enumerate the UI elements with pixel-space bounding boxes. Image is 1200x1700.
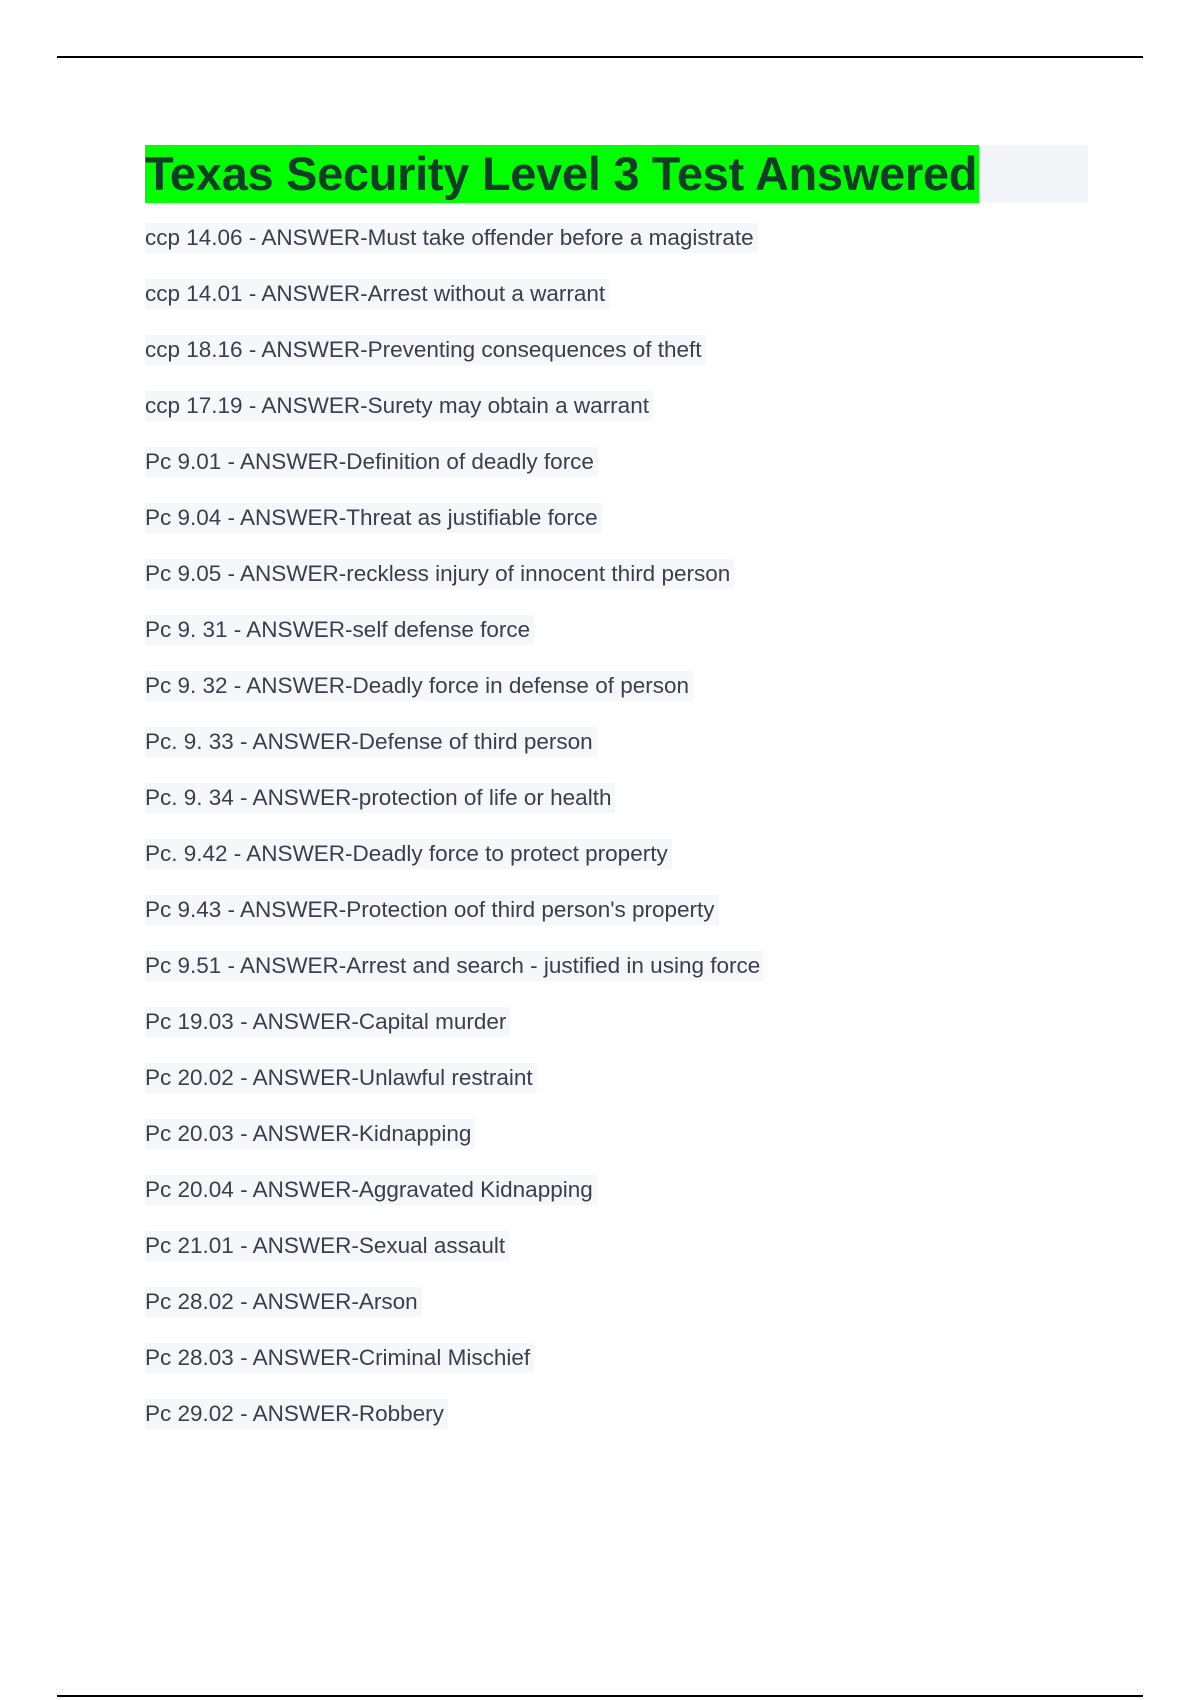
list-item — [145, 1119, 764, 1175]
list-item-text: ccp 14.01 - ANSWER-Arrest without a warrant — [145, 279, 609, 309]
list-item — [145, 951, 764, 1007]
list-item — [145, 1287, 764, 1343]
list-item — [145, 1231, 764, 1287]
list-item-text: Pc 20.04 - ANSWER-Aggravated Kidnapping — [145, 1175, 597, 1205]
list-item — [145, 391, 764, 447]
list-item — [145, 559, 764, 615]
list-item-text: Pc. 9.42 - ANSWER-Deadly force to protect property — [145, 839, 672, 869]
list-item-text: Pc 19.03 - ANSWER-Capital murder — [145, 1007, 510, 1037]
list-item-text: Pc. 9. 34 - ANSWER-protection of life or health — [145, 783, 615, 813]
list-item-text: Pc 9.04 - ANSWER-Threat as justifiable force — [145, 503, 602, 533]
list-item-text: Pc 20.02 - ANSWER-Unlawful restraint — [145, 1063, 537, 1093]
page-title: Texas Security Level 3 Test Answered — [145, 145, 979, 203]
list-item-text: Pc 28.03 - ANSWER-Criminal Mischief — [145, 1343, 534, 1373]
list-item-text: Pc. 9. 33 - ANSWER-Defense of third person — [145, 727, 597, 757]
list-item — [145, 1175, 764, 1231]
list-item-text: Pc 9.05 - ANSWER-reckless injury of innocent third person — [145, 559, 734, 589]
list-item — [145, 447, 764, 503]
list-item-text: Pc 9. 31 - ANSWER-self defense force — [145, 615, 534, 645]
list-item — [145, 279, 764, 335]
title-band — [145, 145, 1088, 203]
list-item — [145, 1063, 764, 1119]
list-item-text: Pc 29.02 - ANSWER-Robbery — [145, 1399, 448, 1429]
list-item — [145, 671, 764, 727]
list-item — [145, 839, 764, 895]
list-item-text: Pc 9.43 - ANSWER-Protection oof third person's property — [145, 895, 719, 925]
list-item-text: Pc 20.03 - ANSWER-Kidnapping — [145, 1119, 475, 1149]
list-item — [145, 1007, 764, 1063]
list-item-text: ccp 17.19 - ANSWER-Surety may obtain a warrant — [145, 391, 653, 421]
list-item — [145, 1343, 764, 1399]
list-item — [145, 335, 764, 391]
list-item-text: Pc 9.51 - ANSWER-Arrest and search - justified in using force — [145, 951, 764, 981]
list-item-text: Pc 21.01 - ANSWER-Sexual assault — [145, 1231, 509, 1261]
list-item — [145, 895, 764, 951]
list-item — [145, 727, 764, 783]
list-item — [145, 615, 764, 671]
page-bottom-rule — [57, 1695, 1143, 1697]
answer-list — [145, 223, 764, 1455]
list-item-text: Pc 28.02 - ANSWER-Arson — [145, 1287, 422, 1317]
list-item — [145, 503, 764, 559]
list-item — [145, 783, 764, 839]
list-item-text: ccp 18.16 - ANSWER-Preventing consequences of theft — [145, 335, 706, 365]
page-top-rule — [57, 56, 1143, 58]
list-item-text: ccp 14.06 - ANSWER-Must take offender before a magistrate — [145, 223, 758, 253]
list-item — [145, 1399, 764, 1455]
list-item-text: Pc 9. 32 - ANSWER-Deadly force in defense of person — [145, 671, 693, 701]
list-item-text: Pc 9.01 - ANSWER-Definition of deadly force — [145, 447, 598, 477]
list-item — [145, 223, 764, 279]
